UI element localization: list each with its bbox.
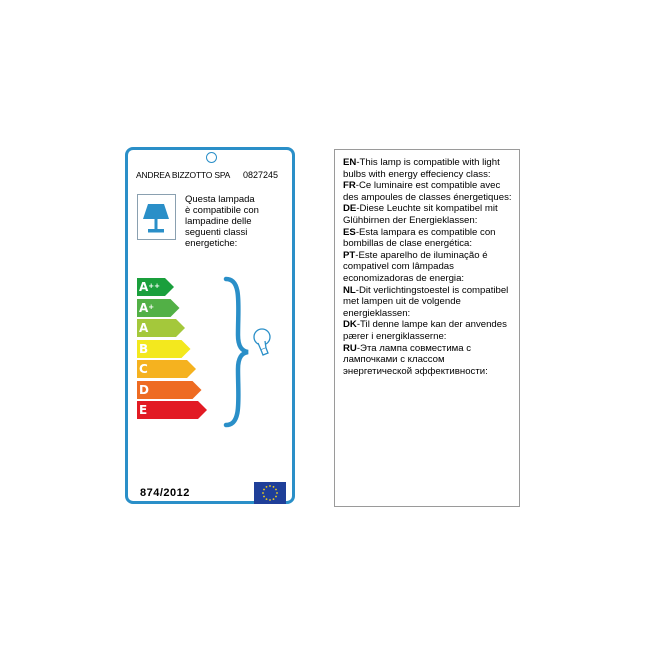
eu-flag-icon <box>254 482 286 504</box>
translation-text: -Ce luminaire est compatible avec des ampoules de classes énergetiques: <box>343 180 512 203</box>
language-code: PT <box>343 249 356 261</box>
energy-class-row <box>137 299 207 317</box>
energy-class-scale <box>137 278 207 422</box>
energy-class-label: A+ <box>139 300 155 315</box>
energy-class-label: D <box>139 382 149 397</box>
translation-dk <box>343 319 515 342</box>
translation-ru <box>343 343 515 378</box>
translations-panel <box>334 149 520 507</box>
energy-class-label: E <box>139 403 148 417</box>
translation-pt <box>343 250 515 285</box>
energy-class-label: B <box>139 341 149 356</box>
curly-brace-icon <box>220 275 252 429</box>
energy-class-row <box>137 319 207 337</box>
energy-class-row <box>137 381 207 399</box>
language-code: DK <box>343 319 357 331</box>
language-code: EN <box>343 157 357 168</box>
regulation-number: 874/2012 <box>140 487 190 499</box>
translation-en <box>343 157 515 180</box>
translation-text: -Diese Leuchte sit kompatibel mit Glühbirnen der Energieklassen: <box>343 203 498 226</box>
translation-text: -Este aparelho de iluminação é compativel com lâmpadas economizadoras de energia: <box>343 249 488 284</box>
translation-nl <box>343 285 515 320</box>
translation-es <box>343 227 515 250</box>
translation-text: -Эта лампа совместима с лампочками с классом энергетической эффективности: <box>343 342 488 377</box>
energy-class-label: C <box>139 362 148 376</box>
translation-text: -Til denne lampe kan der anvendes pærer i energiklasserne: <box>343 319 507 342</box>
energy-class-row <box>137 360 207 378</box>
language-code: ES <box>343 226 356 238</box>
product-code: 0827245 <box>243 170 279 180</box>
energy-class-label: A <box>139 321 149 335</box>
energy-class-row <box>137 401 207 419</box>
translation-de <box>343 203 515 226</box>
energy-class-row <box>137 340 207 358</box>
hang-hole <box>206 152 217 163</box>
language-code: FR <box>343 180 356 192</box>
compatibility-text: Questa lampada è compatibile con lampadine delle seguenti classi energetiche: <box>185 194 259 249</box>
brand-name: ANDREA BIZZOTTO SPA <box>136 170 231 180</box>
energy-class-arrow <box>137 401 207 419</box>
language-code: DE <box>343 203 357 215</box>
energy-class-row <box>137 278 207 296</box>
energy-class-suffix: ++ <box>148 282 161 290</box>
light-bulb-icon <box>253 326 275 360</box>
translations-list <box>343 157 515 377</box>
translation-text: -Esta lampara es compatible con bombillas de clase energética: <box>343 226 496 250</box>
energy-class-suffix: + <box>148 302 155 311</box>
language-code: RU <box>343 342 357 354</box>
energy-class-label: A++ <box>139 280 161 294</box>
energy-label-card <box>125 147 295 504</box>
translation-text: -Dit verlichtingstoestel is compatibel met lampen uit de volgende energieklassen: <box>343 284 509 319</box>
table-lamp-icon <box>137 194 176 240</box>
translation-text: -This lamp is compatible with light bulbs with energy effeciency class: <box>343 157 500 180</box>
language-code: NL <box>343 284 356 296</box>
translation-fr <box>343 180 515 203</box>
